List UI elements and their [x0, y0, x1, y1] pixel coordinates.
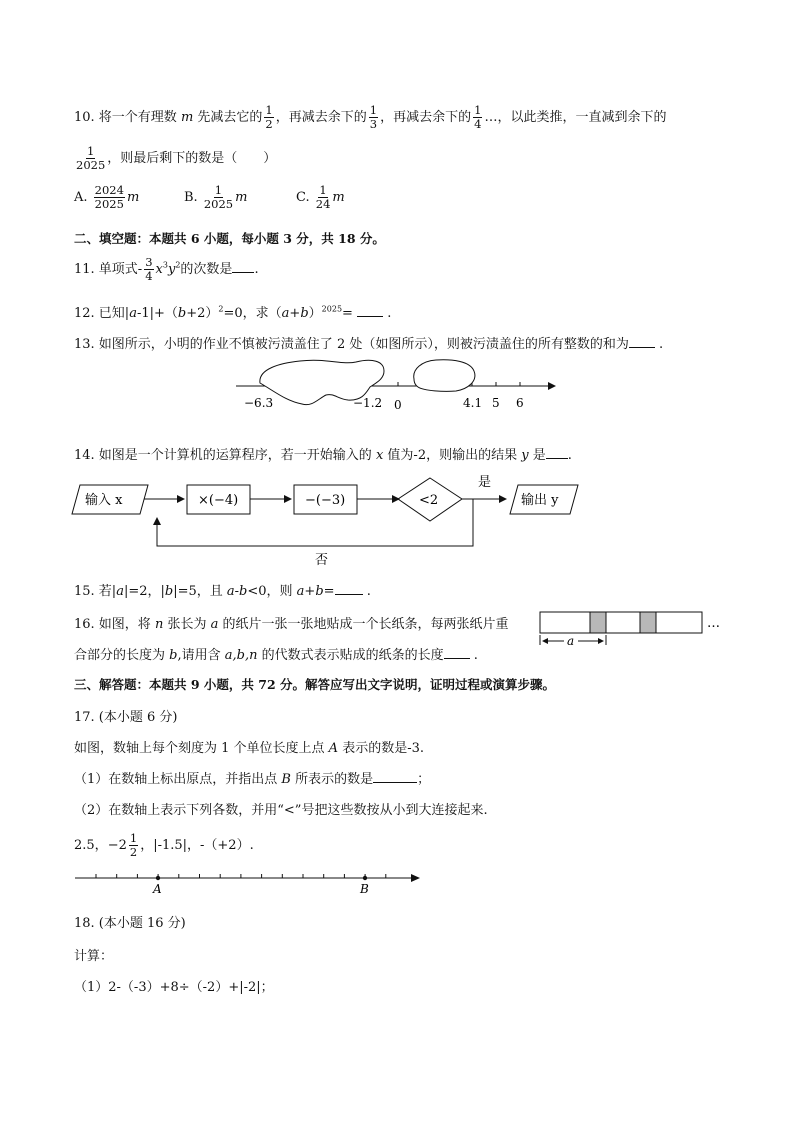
length-label-a: a: [567, 634, 575, 648]
q15: 15. 若|a|=2，|b|=5，且 a-b<0，则 a+b= .: [74, 584, 371, 599]
q16-line2: 合部分的长度为 b,请用含 a,b,n 的代数式表示贴成的纸条的长度 .: [74, 648, 478, 663]
q10-option-b[interactable]: B. $\frac{1}{2025}$ m: [184, 183, 248, 211]
fraction: $\frac{1}{2}$: [265, 103, 273, 131]
output-label: 输出 y: [521, 493, 559, 508]
q17-part1: （1）在数轴上标出原点，并指出点 B 所表示的数是 ；: [74, 772, 431, 787]
q12: 12. 已知$|a-1|+(b+2)^2=0$，求$(a+b)^{2025}=$ .: [74, 304, 392, 321]
step1-label: ×(−4): [198, 493, 239, 508]
q13-number-line-figure: [230, 355, 560, 413]
tick-label: 6: [516, 396, 524, 410]
answer-blank[interactable]: [629, 347, 655, 348]
q16-line1: 16. 如图，将 n 张长为 a 的纸片一张一张地贴成一个长纸条，每两张纸片重: [74, 617, 509, 632]
point-a-label: A: [153, 882, 162, 896]
section-heading-fill-in: 二、填空题：本题共 6 小题，每小题 3 分，共 18 分。: [74, 231, 385, 246]
q11: 11. 单项式- $\frac{3}{4}$ $x^3y^2$的次数是 .: [74, 255, 259, 283]
condition-label: <2: [419, 493, 439, 508]
point-a: [156, 876, 160, 880]
tick-label: 5: [492, 396, 500, 410]
q17-part2: （2）在数轴上表示下列各数，并用“<”号把这些数按从小到大连接起来.: [74, 803, 488, 818]
answer-blank[interactable]: [546, 458, 568, 459]
answer-blank[interactable]: [444, 658, 470, 659]
q18-intro: 计算：: [74, 949, 114, 964]
q14: 14. 如图是一个计算机的运算程序，若一开始输入的 x 值为-2，则输出的结果 y 是 .: [74, 448, 572, 463]
q14-flowchart: [70, 470, 590, 570]
q10-option-a[interactable]: A. $\frac{2024}{2025}$ m: [74, 183, 140, 211]
tick-label: −6.3: [244, 396, 274, 410]
answer-blank[interactable]: [357, 316, 383, 317]
arrow-head-icon: [411, 874, 420, 882]
ink-stain-right: [414, 360, 475, 392]
ellipsis: …: [707, 616, 720, 631]
q10-stem-line1: 10. 将一个有理数 m 先减去它的 $\frac{1}{2}$ ，再减去余下的 $\frac{1}{3}$ ，再减去余下的 $\frac{1}{4}$ …，以此类推，一直减到余下的: [74, 103, 667, 131]
answer-blank[interactable]: [373, 782, 417, 783]
fraction: $\frac{1}{4}$: [474, 103, 482, 131]
q10-stem-line2: $\frac{1}{2025}$ ，则最后剩下的数是（ ）: [76, 144, 277, 172]
tick-label: −1.2: [353, 396, 383, 410]
answer-blank[interactable]: [335, 594, 363, 595]
point-b: [363, 876, 367, 880]
q16-paper-strip-figure: [534, 605, 734, 653]
fraction: $\frac{1}{2025}$: [76, 144, 106, 172]
q10-option-c[interactable]: C. $\frac{1}{24}$ m: [296, 183, 345, 211]
q17-title: 17. (本小题 6 分): [74, 710, 178, 725]
step2-label: −(−3): [305, 493, 346, 508]
tick-label: 0: [394, 398, 402, 412]
tick-label: 4.1: [463, 396, 483, 410]
yes-label: 是: [478, 475, 492, 490]
q18-title: 18. (本小题 16 分): [74, 916, 186, 931]
q17-numbers: 2.5，−2 $\frac{1}{2}$ ，|-1.5|，-（+2）.: [74, 831, 254, 859]
answer-blank[interactable]: [232, 272, 254, 273]
q13: 13. 如图所示，小明的作业不慎被污渍盖住了 2 处（如图所示），则被污渍盖住的所有整数的和为 .: [74, 337, 664, 352]
q18-part1: （1）2-（-3）+8÷（-2）+|-2|；: [74, 980, 274, 995]
no-label: 否: [315, 553, 329, 568]
q17-number-line: [70, 866, 426, 896]
fraction: $\frac{1}{3}$: [369, 103, 378, 131]
input-label: 输入 x: [85, 493, 123, 508]
point-b-label: B: [360, 882, 369, 896]
q17-intro: 如图，数轴上每个刻度为 1 个单位长度上点 A 表示的数是-3.: [74, 741, 424, 756]
section-heading-solutions: 三、解答题：本题共 9 小题，共 72 分。解答应写出文字说明，证明过程或演算步骤。: [74, 677, 556, 692]
arrow-head-icon: [548, 382, 556, 390]
